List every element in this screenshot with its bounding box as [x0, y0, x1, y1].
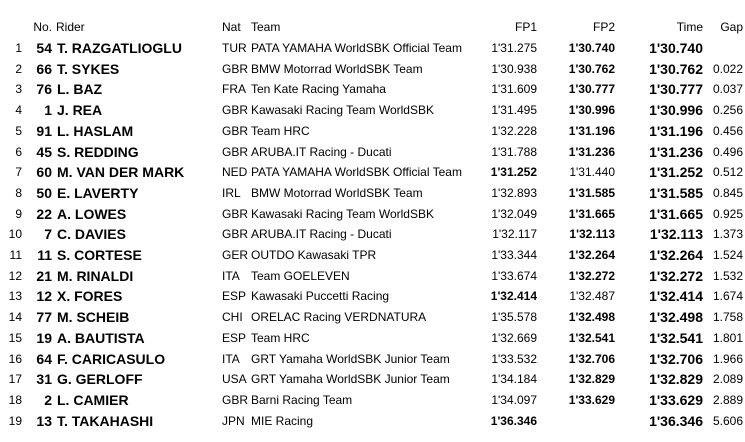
number-cell: 12: [36, 288, 52, 305]
fp2-cell: 1'32.498: [568, 310, 615, 325]
fp1-cell: 1'30.938: [491, 61, 537, 76]
number-cell: 45: [36, 143, 52, 160]
rider-cell: X. FORES: [57, 288, 123, 305]
time-cell: 1'30.996: [649, 102, 703, 119]
position-cell: 6: [15, 144, 22, 159]
position-cell: 16: [8, 351, 22, 366]
time-cell: 1'30.777: [649, 81, 703, 98]
number-cell: 13: [36, 412, 52, 429]
position-cell: 5: [15, 123, 22, 138]
table-row: [0, 59, 745, 80]
gap-cell: 0.037: [712, 82, 743, 97]
gap-cell: [703, 38, 745, 59]
number-cell: 1: [44, 102, 52, 119]
number-cell: 64: [36, 350, 52, 367]
fp1-cell: 1'34.184: [491, 372, 537, 387]
rider-cell: M. VAN DER MARK: [57, 164, 185, 181]
table-row: [0, 349, 745, 370]
gap-cell: 5.606: [712, 413, 743, 428]
number-cell: 91: [36, 122, 52, 139]
table-row: [0, 224, 745, 245]
team-cell: BMW Motorrad WorldSBK Team: [251, 61, 423, 76]
fp2-cell: 1'31.585: [568, 185, 615, 200]
position-cell: 10: [8, 227, 22, 242]
team-cell: Team HRC: [251, 330, 310, 345]
table-row: [0, 245, 745, 266]
team-cell: Kawasaki Puccetti Racing: [251, 289, 390, 304]
position-cell: 15: [8, 330, 22, 345]
rider-cell: E. LAVERTY: [57, 184, 139, 201]
time-cell: 1'36.346: [649, 412, 703, 429]
fp1-cell: 1'31.275: [491, 41, 537, 55]
table-row: [0, 286, 745, 307]
time-cell: 1'31.196: [649, 122, 703, 139]
number-cell: 21: [36, 267, 52, 284]
table-row: [0, 204, 745, 225]
fp2-cell: 1'33.629: [568, 392, 615, 407]
gap-cell: 0.496: [712, 144, 743, 159]
fp2-cell: 1'32.272: [568, 268, 615, 283]
header-pos: [0, 16, 22, 38]
fp1-cell: 1'31.252: [490, 165, 537, 180]
team-cell: ARUBA.IT Racing - Ducati: [251, 144, 392, 159]
fp1-cell: 1'35.578: [491, 310, 537, 325]
fp1-cell: 1'32.117: [492, 227, 537, 242]
gap-cell: 1.758: [712, 310, 743, 325]
table-row: [0, 266, 745, 287]
rider-cell: L. BAZ: [57, 81, 103, 98]
time-cell: 1'32.113: [649, 226, 703, 243]
fp2-cell: [537, 411, 615, 432]
rider-cell: L. CAMIER: [57, 391, 129, 408]
team-cell: Team GOELEVEN: [251, 268, 350, 283]
time-cell: 1'31.252: [649, 164, 703, 181]
nationality-cell: ESP: [222, 330, 247, 345]
position-cell: 7: [15, 165, 22, 180]
nationality-cell: ESP: [222, 289, 247, 304]
position-cell: 18: [8, 392, 22, 407]
header-time: Time: [676, 20, 703, 34]
team-cell: ARUBA.IT Racing - Ducati: [251, 227, 392, 242]
fp2-cell: 1'30.996: [568, 103, 615, 118]
team-cell: Kawasaki Racing Team WorldSBK: [251, 103, 434, 118]
time-cell: 1'32.706: [649, 350, 703, 367]
team-cell: OUTDO Kawasaki TPR: [251, 248, 377, 263]
number-cell: 50: [36, 184, 52, 201]
table-row: [0, 369, 745, 390]
nationality-cell: GER: [222, 248, 249, 263]
gap-cell: 1.524: [712, 248, 743, 263]
rider-cell: M. SCHEIB: [57, 309, 130, 326]
fp1-cell: 1'31.495: [491, 103, 537, 118]
position-cell: 4: [15, 103, 22, 118]
fp2-cell: 1'30.740: [568, 41, 615, 55]
gap-cell: 1.674: [712, 289, 743, 304]
time-cell: 1'32.414: [649, 288, 703, 305]
position-cell: 14: [8, 310, 22, 325]
fp1-cell: 1'33.532: [491, 351, 537, 366]
header-fp2: FP2: [592, 20, 615, 34]
time-cell: 1'32.264: [649, 247, 703, 264]
gap-cell: 0.512: [712, 165, 743, 180]
nationality-cell: GBR: [222, 123, 249, 138]
gap-cell: 0.456: [712, 123, 743, 138]
nationality-cell: GBR: [222, 227, 249, 242]
nationality-cell: ITA: [222, 268, 240, 283]
gap-cell: 2.889: [712, 392, 743, 407]
gap-cell: 1.801: [712, 330, 743, 345]
gap-cell: 0.256: [712, 103, 743, 118]
number-cell: 19: [36, 329, 52, 346]
nationality-cell: CHI: [222, 310, 243, 325]
header-team: Team: [251, 20, 281, 34]
results-table: [0, 16, 745, 431]
team-cell: Barni Racing Team: [251, 392, 353, 407]
fp2-cell: 1'32.487: [569, 289, 615, 304]
fp1-cell: 1'32.228: [491, 123, 537, 138]
gap-cell: 0.845: [712, 185, 743, 200]
team-cell: Team HRC: [251, 123, 310, 138]
fp2-cell: 1'32.264: [568, 248, 615, 263]
gap-cell: 0.022: [712, 61, 743, 76]
fp2-cell: 1'31.440: [569, 165, 615, 180]
fp2-cell: 1'32.541: [568, 330, 615, 345]
header-gap: Gap: [720, 20, 743, 34]
number-cell: 2: [44, 391, 52, 408]
nationality-cell: ITA: [222, 351, 240, 366]
rider-cell: J. REA: [57, 102, 103, 119]
time-cell: 1'32.272: [649, 267, 703, 284]
number-cell: 54: [36, 40, 52, 56]
fp1-cell: 1'31.609: [491, 82, 537, 97]
rider-cell: G. GERLOFF: [57, 371, 143, 388]
fp2-cell: 1'31.236: [568, 144, 615, 159]
header-rider: Rider: [56, 20, 85, 34]
nationality-cell: GBR: [222, 61, 249, 76]
nationality-cell: TUR: [222, 41, 247, 55]
time-cell: 1'31.236: [649, 143, 703, 160]
fp1-cell: 1'32.669: [491, 330, 537, 345]
rider-cell: S. REDDING: [57, 143, 139, 160]
table-row: [0, 121, 745, 142]
table-row: [0, 38, 745, 59]
position-cell: 11: [9, 248, 22, 263]
rider-cell: L. HASLAM: [57, 122, 134, 139]
gap-cell: 0.925: [712, 206, 743, 221]
time-cell: 1'30.740: [649, 40, 703, 56]
table-row: [0, 142, 745, 163]
number-cell: 7: [44, 226, 52, 243]
header-row: [0, 16, 745, 38]
number-cell: 77: [36, 309, 52, 326]
time-cell: 1'32.829: [649, 371, 703, 388]
number-cell: 22: [36, 205, 52, 222]
table-row: [0, 183, 745, 204]
table-row: [0, 79, 745, 100]
nationality-cell: FRA: [222, 82, 246, 97]
nationality-cell: IRL: [222, 185, 241, 200]
table-row: [0, 411, 745, 432]
fp2-cell: 1'31.665: [568, 206, 615, 221]
fp2-cell: 1'30.762: [568, 61, 615, 76]
position-cell: 8: [15, 185, 22, 200]
position-cell: 12: [8, 268, 22, 283]
team-cell: GRT Yamaha WorldSBK Junior Team: [251, 351, 450, 366]
nationality-cell: GBR: [222, 392, 249, 407]
fp2-cell: 1'30.777: [568, 82, 615, 97]
position-cell: 17: [8, 372, 22, 387]
table-row: [0, 162, 745, 183]
rider-cell: A. LOWES: [57, 205, 127, 222]
position-cell: 13: [8, 289, 22, 304]
nationality-cell: USA: [222, 372, 247, 387]
gap-cell: 2.089: [712, 372, 743, 387]
number-cell: 66: [36, 60, 52, 77]
rider-cell: C. DAVIES: [57, 226, 126, 243]
time-cell: 1'33.629: [649, 391, 703, 408]
time-cell: 1'30.762: [649, 60, 703, 77]
team-cell: GRT Yamaha WorldSBK Junior Team: [251, 372, 450, 387]
fp2-cell: 1'32.706: [568, 351, 615, 366]
nationality-cell: GBR: [222, 206, 249, 221]
nationality-cell: JPN: [222, 413, 245, 428]
table-row: [0, 390, 745, 411]
time-cell: 1'31.665: [649, 205, 703, 222]
fp1-cell: 1'33.344: [491, 248, 537, 263]
nationality-cell: GBR: [222, 144, 249, 159]
fp1-cell: 1'32.049: [491, 206, 537, 221]
time-cell: 1'31.585: [649, 184, 703, 201]
time-cell: 1'32.541: [649, 329, 703, 346]
header-fp1: FP1: [514, 20, 537, 34]
fp2-cell: 1'32.829: [568, 372, 615, 387]
rider-cell: T. SYKES: [57, 60, 120, 77]
team-cell: MIE Racing: [251, 413, 314, 428]
rider-cell: A. BAUTISTA: [57, 329, 145, 346]
rider-cell: M. RINALDI: [57, 267, 134, 284]
team-cell: ORELAC Racing VERDNATURA: [251, 310, 427, 325]
rider-cell: T. TAKAHASHI: [57, 412, 154, 429]
gap-cell: 1.532: [712, 268, 743, 283]
position-cell: 3: [15, 82, 22, 97]
position-cell: 1: [15, 41, 22, 55]
number-cell: 31: [36, 371, 52, 388]
gap-cell: 1.966: [712, 351, 743, 366]
rider-cell: F. CARICASULO: [57, 350, 166, 367]
rider-cell: T. RAZGATLIOGLU: [57, 40, 182, 56]
fp1-cell: 1'33.674: [491, 268, 537, 283]
fp1-cell: 1'31.788: [491, 144, 537, 159]
number-cell: 60: [36, 164, 52, 181]
gap-cell: 1.373: [712, 227, 743, 242]
rider-cell: S. CORTESE: [57, 247, 142, 264]
table-row: [0, 100, 745, 121]
fp1-cell: 1'32.893: [491, 185, 537, 200]
fp1-cell: 1'36.346: [490, 413, 537, 428]
team-cell: BMW Motorrad WorldSBK Team: [251, 185, 423, 200]
results-body: [0, 38, 745, 431]
fp2-cell: 1'32.113: [569, 227, 615, 242]
team-cell: PATA YAMAHA WorldSBK Official Team: [251, 41, 462, 55]
position-cell: 19: [8, 413, 22, 428]
table-row: [0, 307, 745, 328]
position-cell: 2: [15, 61, 22, 76]
fp1-cell: 1'32.414: [490, 289, 537, 304]
nationality-cell: GBR: [222, 103, 249, 118]
position-cell: 9: [15, 206, 22, 221]
nationality-cell: NED: [222, 165, 248, 180]
time-cell: 1'32.498: [649, 309, 703, 326]
team-cell: Ten Kate Racing Yamaha: [251, 82, 386, 97]
header-no: No.: [33, 20, 52, 34]
number-cell: 11: [37, 247, 52, 264]
header-nat: Nat: [222, 20, 241, 34]
number-cell: 76: [36, 81, 52, 98]
team-cell: Kawasaki Racing Team WorldSBK: [251, 206, 434, 221]
table-row: [0, 328, 745, 349]
fp1-cell: 1'34.097: [491, 392, 537, 407]
fp2-cell: 1'31.196: [568, 123, 615, 138]
team-cell: PATA YAMAHA WorldSBK Official Team: [251, 165, 462, 180]
